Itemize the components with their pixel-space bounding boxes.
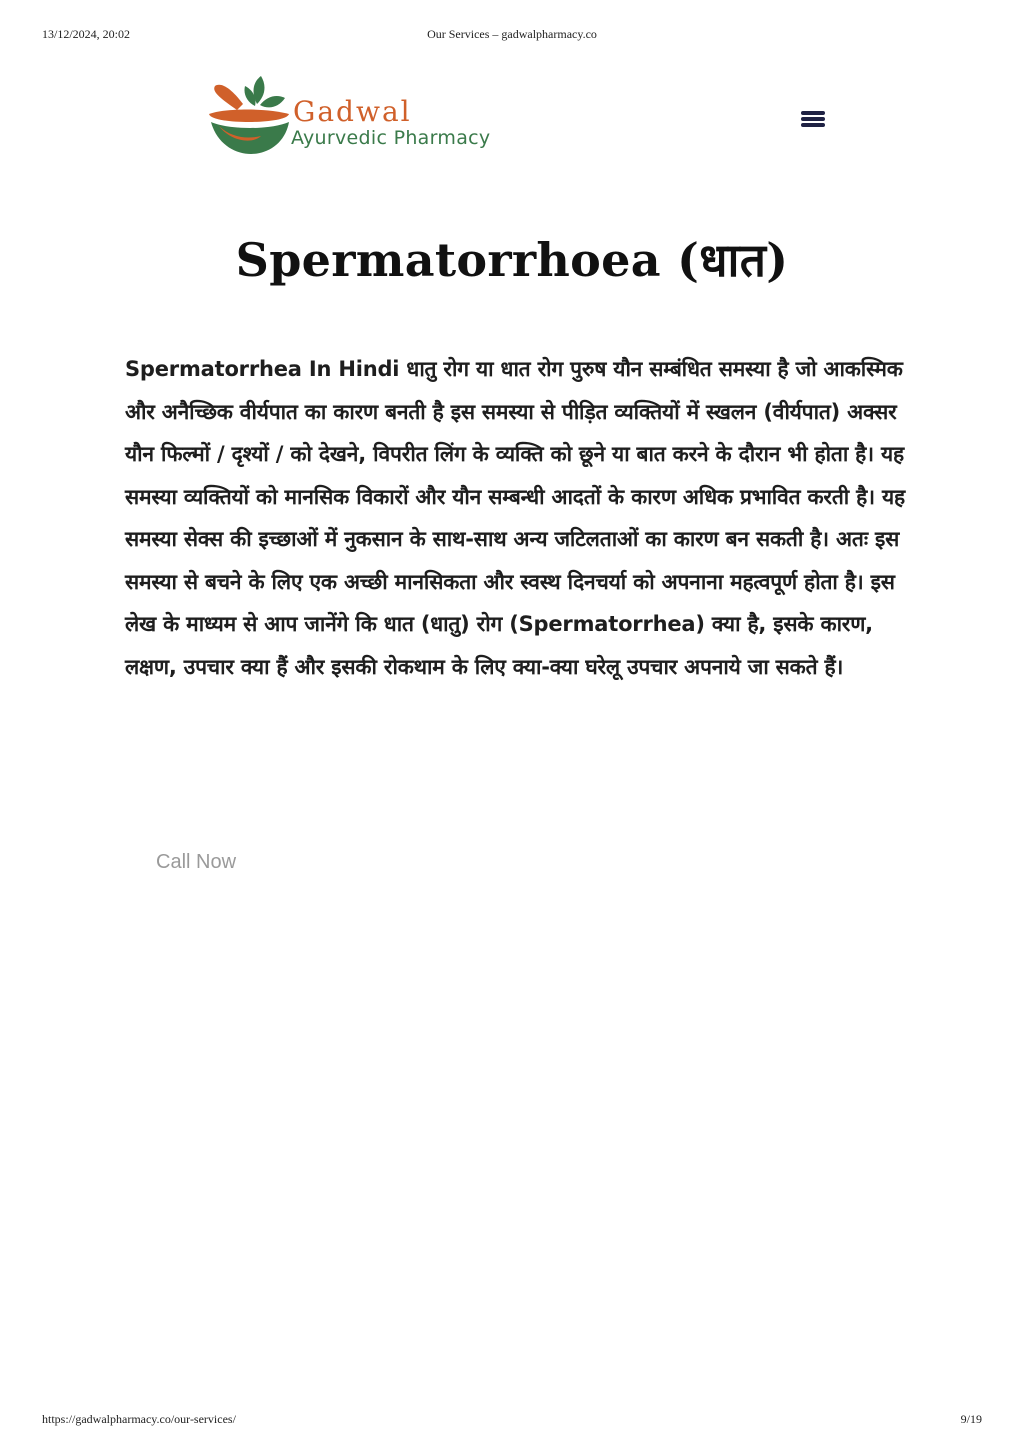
print-url: https://gadwalpharmacy.co/our-services/ [42,1412,236,1426]
print-datetime: 13/12/2024, 20:02 [42,27,131,41]
logo-subtitle-text: Ayurvedic Pharmacy [291,127,491,149]
print-page-title: Our Services – gadwalpharmacy.co [427,27,597,41]
menu-bar [801,117,825,121]
logo-brand-text: Gadwal [293,95,412,128]
hamburger-menu-icon[interactable] [797,106,829,132]
site-logo[interactable] [205,74,510,158]
print-page-number: 9/19 [960,1412,982,1426]
call-now-button[interactable]: Call Now [156,851,237,873]
article-intro: Spermatorrhea In Hindi धातु रोग या धात रोग पुरुष यौन सम्बंधित समस्या है जो आकस्मिक और अनैच्छिक वीर्यपात का कारण बनती है इस समस्या से पीड़ित व्यक्तियों में स्खलन (वीर्यपात) अक्सर यौन फिल्मों / दृश्यों / को देखने, विपरीत लिंग के व्यक्ति को छूने या बात करने के दौरान भी होता है। यह समस्या व्यक्तियों को मानसिक विकारों और यौन सम्बन्धी आदतों के कारण अधिक प्रभावित करती है। यह समस्या सेक्स की इच्छाओं में नुकसान के साथ-साथ अन्य जटिलताओं का कारण बन सकती है। अतः इस समस्या से बचने के लिए एक अच्छी मानसिकता और स्वस्थ दिनचर्या को अपनाना महत्वपूर्ण होता है। इस लेख के माध्यम से आप जानेंगे कि धात (धातु) रोग (Spermatorrhea) क्या है, इसके कारण, लक्षण, उपचार क्या हैं और इसकी रोकथाम के लिए क्या-क्या घरेलू उपचार अपनाये जा सकते हैं। [125,357,905,679]
menu-bar [801,111,825,115]
page-title: Spermatorrhoea (धात) [235,233,789,287]
mortar-pestle-leaf-icon [205,74,295,158]
menu-bar [801,123,825,127]
